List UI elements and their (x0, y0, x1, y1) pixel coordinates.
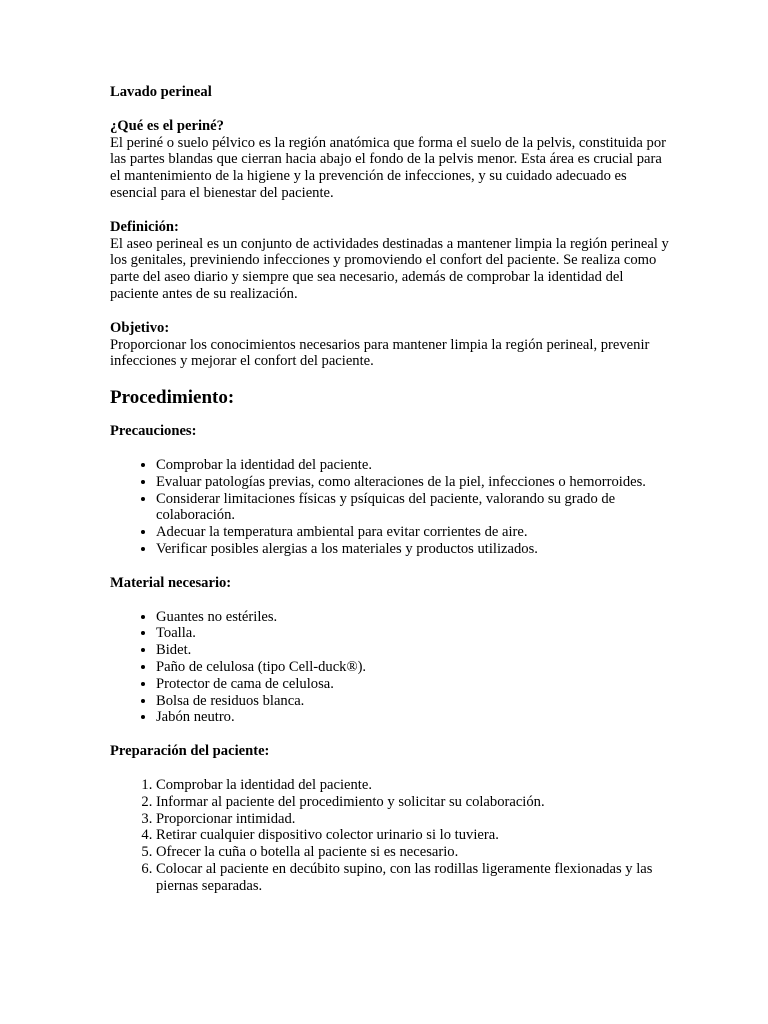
list-item: • Toalla. (156, 625, 670, 642)
list-item: 5. Ofrecer la cuña o botella al paciente si es necesario. (156, 844, 670, 861)
list-item: • Protector de cama de celulosa. (156, 676, 670, 693)
list-item: 1. Comprobar la identidad del paciente. (156, 777, 670, 794)
list-item: • Guantes no estériles. (156, 609, 670, 626)
document-page (110, 84, 670, 911)
precautions-list (110, 457, 670, 558)
objective-body: Proporcionar los conocimientos necesarios para mantener limpia la región perineal, prevenir infecciones y mejorar el confort del paciente. (110, 336, 650, 370)
procedure-heading: Procedimiento: (110, 387, 235, 409)
list-item: • Adecuar la temperatura ambiental para evitar corrientes de aire. (156, 524, 670, 541)
materials-heading: Material necesario: (110, 574, 232, 591)
section-objective (110, 320, 670, 370)
list-item: • Verificar posibles alergias a los materiales y productos utilizados. (156, 541, 670, 558)
list-item: • Jabón neutro. (156, 709, 670, 726)
list-item: 6. Colocar al paciente en decúbito supino, con las rodillas ligeramente flexionadas y las piernas separadas. (156, 861, 670, 895)
materials-list (110, 609, 670, 727)
list-item: • Comprobar la identidad del paciente. (156, 457, 670, 474)
precautions-heading: Precauciones: (110, 423, 197, 440)
what-is-heading: ¿Qué es el periné? (110, 117, 224, 134)
list-item: 4. Retirar cualquier dispositivo colector urinario si lo tuviera. (156, 827, 670, 844)
preparation-list (110, 777, 670, 895)
document-title: Lavado perineal (110, 84, 212, 100)
definition-heading: Definición: (110, 218, 179, 235)
objective-heading: Objetivo: (110, 319, 170, 336)
what-is-body: El periné o suelo pélvico es la región anatómica que forma el suelo de la pelvis, constituida por las partes blandas que cierran hacia abajo el fondo de la pelvis menor. Esta área es crucial para el mantenimiento de la higiene y la prevención de infecciones, y su cuidado adecuado es esencial para el bienestar del paciente. (110, 134, 667, 201)
list-item: • Evaluar patologías previas, como alteraciones de la piel, infecciones o hemorroides. (156, 474, 670, 491)
list-item: • Bidet. (156, 642, 670, 659)
preparation-heading: Preparación del paciente: (110, 743, 270, 760)
section-definition (110, 219, 670, 303)
definition-body: El aseo perineal es un conjunto de actividades destinadas a mantener limpia la región perineal y los genitales, previniendo infecciones y promoviendo el confort del paciente. Se realiza como parte del aseo diario y siempre que sea necesario, además de comprobar la identidad del paciente antes de su realización. (110, 235, 669, 302)
list-item: • Bolsa de residuos blanca. (156, 693, 670, 710)
list-item: 2. Informar al paciente del procedimiento y solicitar su colaboración. (156, 794, 670, 811)
section-what-is (110, 118, 670, 202)
list-item: • Considerar limitaciones físicas y psíquicas del paciente, valorando su grado de colaboración. (156, 491, 670, 525)
list-item: 3. Proporcionar intimidad. (156, 811, 670, 828)
list-item: • Paño de celulosa (tipo Cell-duck®). (156, 659, 670, 676)
